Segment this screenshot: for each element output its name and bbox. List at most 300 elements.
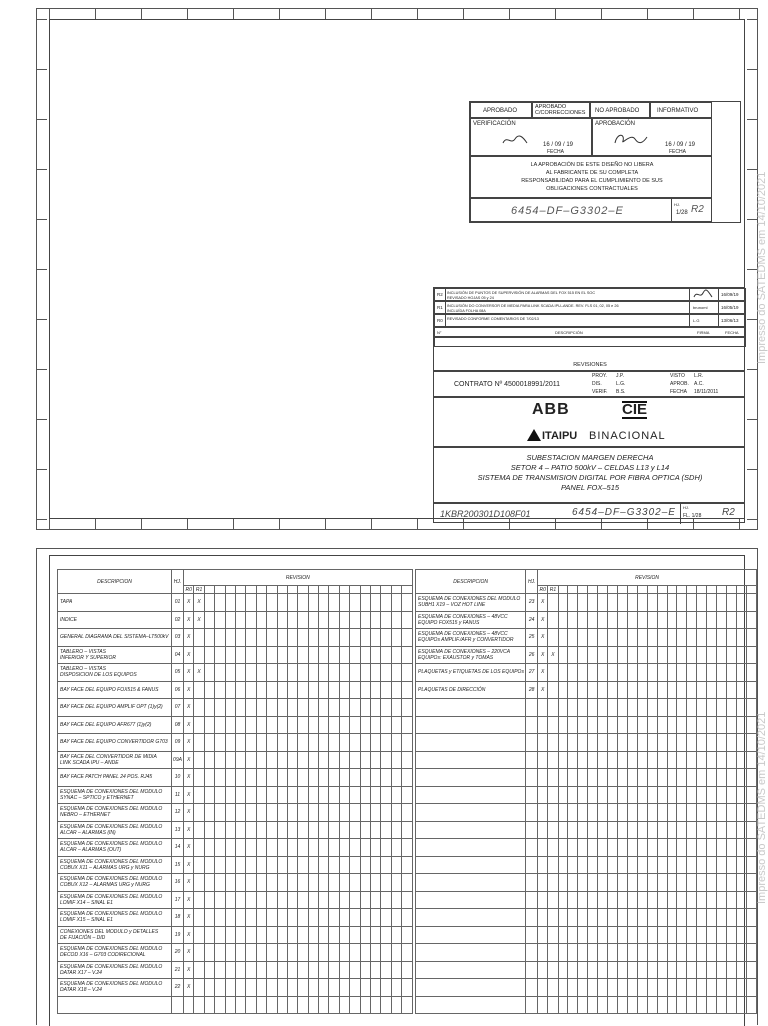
grid-cell <box>578 856 588 874</box>
index-row-desc: BAY FACE PATCH PANEL 24 POS. RJ45 <box>58 769 172 787</box>
grid-cell <box>329 944 339 962</box>
grid-cell <box>319 594 329 612</box>
grid-cell <box>308 586 318 594</box>
grid-cell <box>381 891 391 909</box>
grid-cell <box>287 996 297 1014</box>
grid-cell <box>308 646 318 664</box>
grid-cell <box>287 909 297 927</box>
grid-cell <box>350 699 360 717</box>
grid-cell <box>225 611 235 629</box>
index-row-desc: PLAQUETAS y ETIQUETAS DE LOS EQUIPOs <box>416 664 526 682</box>
grid-cell <box>287 699 297 717</box>
grid-cell <box>548 909 558 927</box>
grid-cell <box>360 874 370 892</box>
index-col-hj: HJ. <box>526 570 538 594</box>
grid-cell <box>215 664 225 682</box>
index-row-desc: ESQUEMA DE CONEXIONES DEL MODULO DATAR X18 – V.24 <box>58 979 172 997</box>
grid-cell <box>360 804 370 822</box>
grid-cell <box>726 909 736 927</box>
grid-cell <box>697 716 707 734</box>
proy-label: PROY. <box>592 373 607 379</box>
index-row <box>58 681 413 699</box>
grid-cell <box>687 874 697 892</box>
grid-cell <box>697 944 707 962</box>
grid-cell <box>618 961 628 979</box>
grid-cell <box>371 586 381 594</box>
grid-cell <box>637 716 647 734</box>
verif-label: VERIF. <box>592 389 608 395</box>
index-row-desc: BAY FACE DEL EQUIPO FOX515 & FANUS <box>58 681 172 699</box>
grid-cell <box>667 586 677 594</box>
grid-cell <box>608 786 618 804</box>
grid-cell <box>667 856 677 874</box>
grid-cell <box>657 681 667 699</box>
grid-cell <box>287 629 297 647</box>
grid-cell <box>391 646 401 664</box>
grid-cell <box>548 856 558 874</box>
grid-cell <box>726 611 736 629</box>
grid-cell <box>677 891 687 909</box>
grid-cell <box>588 629 598 647</box>
grid-cell <box>360 611 370 629</box>
grid-cell <box>588 681 598 699</box>
grid-cell <box>225 594 235 612</box>
grid-cell <box>538 996 548 1014</box>
index-row-r0: X <box>184 611 194 629</box>
index-row-desc: ESQUEMA DE CONEXIONES – 48VCC EQUIPOs AMPLIF./AFR y CONVERTIDOR <box>416 629 526 647</box>
grid-cell <box>225 681 235 699</box>
grid-cell <box>391 909 401 927</box>
grid-cell <box>235 926 245 944</box>
index-row-desc: ESQUEMA DE CONEXIONES DEL MODULO SUBH1 X19 – VOZ HOT LINE <box>416 594 526 612</box>
grid-cell <box>707 629 717 647</box>
index-row-desc: PLAQUETAS DE DIRECCIÓN <box>416 681 526 699</box>
index-row-r1 <box>194 821 204 839</box>
grid-cell <box>558 594 568 612</box>
verif-value: B.S. <box>616 389 626 395</box>
grid-cell <box>319 586 329 594</box>
grid-cell <box>667 839 677 857</box>
grid-cell <box>308 611 318 629</box>
grid-cell <box>717 891 727 909</box>
grid-cell <box>277 786 287 804</box>
index-row-r1 <box>548 594 558 612</box>
grid-cell <box>277 926 287 944</box>
grid-cell <box>215 996 225 1014</box>
grid-cell <box>298 961 308 979</box>
grid-cell <box>548 979 558 997</box>
grid-cell <box>618 716 628 734</box>
grid-cell <box>277 874 287 892</box>
approval-hj: HJ. <box>674 202 680 207</box>
grid-cell <box>339 979 349 997</box>
revision-code: R2 <box>437 292 443 297</box>
index-row-desc: BAY FACE DEL EQUIPO CONVERTIDOR G703 <box>58 734 172 752</box>
grid-cell <box>225 586 235 594</box>
grid-cell <box>339 664 349 682</box>
grid-cell <box>538 821 548 839</box>
index-row-r1 <box>194 874 204 892</box>
grid-cell <box>277 751 287 769</box>
grid-cell <box>267 786 277 804</box>
grid-cell <box>339 909 349 927</box>
grid-cell <box>647 839 657 857</box>
index-row-sheet: 18 <box>172 909 184 927</box>
grid-cell <box>588 586 598 594</box>
grid-cell <box>598 821 608 839</box>
grid-cell <box>267 874 277 892</box>
grid-cell <box>707 786 717 804</box>
index-row-sheet: 20 <box>172 944 184 962</box>
notice-line-3: RESPONSABILIDAD PARA EL CUMPLIMIENTO DE SUS <box>521 178 663 184</box>
grid-cell <box>538 979 548 997</box>
grid-cell <box>677 944 687 962</box>
grid-cell <box>677 926 687 944</box>
grid-cell <box>608 769 618 787</box>
grid-cell <box>578 751 588 769</box>
grid-cell <box>657 769 667 787</box>
grid-cell <box>381 629 391 647</box>
grid-cell <box>371 874 381 892</box>
grid-cell <box>697 629 707 647</box>
grid-cell <box>277 996 287 1014</box>
grid-cell <box>538 961 548 979</box>
grid-cell <box>588 909 598 927</box>
index-row-r0: X <box>184 646 194 664</box>
grid-cell <box>558 586 568 594</box>
grid-cell <box>687 716 697 734</box>
grid-cell <box>235 594 245 612</box>
aprobado-label: APROBADO <box>483 108 518 114</box>
grid-cell <box>677 681 687 699</box>
grid-cell <box>538 926 548 944</box>
revision-col-n: N° <box>437 330 442 335</box>
grid-cell <box>717 664 727 682</box>
grid-cell <box>277 716 287 734</box>
grid-cell <box>667 944 677 962</box>
grid-cell <box>618 629 628 647</box>
grid-cell <box>256 664 266 682</box>
grid-cell <box>736 751 746 769</box>
grid-cell <box>548 786 558 804</box>
grid-cell <box>204 594 214 612</box>
grid-cell <box>267 716 277 734</box>
grid-cell <box>350 856 360 874</box>
grid-cell <box>235 629 245 647</box>
grid-cell <box>329 961 339 979</box>
grid-cell <box>687 734 697 752</box>
grid-cell <box>360 839 370 857</box>
grid-cell <box>726 586 736 594</box>
grid-cell <box>697 926 707 944</box>
grid-cell <box>736 839 746 857</box>
grid-cell <box>267 821 277 839</box>
itaipu-logo-bold: ITAIPU <box>542 430 578 442</box>
grid-cell <box>538 716 548 734</box>
grid-cell <box>360 699 370 717</box>
grid-cell <box>578 979 588 997</box>
grid-cell <box>618 586 628 594</box>
index-row-desc <box>416 909 526 927</box>
index-row <box>58 856 413 874</box>
index-row-desc: CONEXIONES DEL MODULO y DETALLES DE FIJACIÓN – DID <box>58 926 172 944</box>
grid-cell <box>277 856 287 874</box>
grid-cell <box>329 786 339 804</box>
index-row-r1 <box>194 646 204 664</box>
grid-cell <box>339 786 349 804</box>
index-row <box>416 699 757 717</box>
grid-cell <box>225 664 235 682</box>
grid-cell <box>588 804 598 822</box>
revision-sign: brunoml <box>693 305 708 310</box>
grid-cell <box>256 751 266 769</box>
grid-cell <box>717 996 727 1014</box>
grid-cell <box>298 646 308 664</box>
grid-cell <box>204 681 214 699</box>
index-row <box>58 594 413 612</box>
grid-cell <box>287 891 297 909</box>
grid-cell <box>578 786 588 804</box>
grid-cell <box>350 909 360 927</box>
revision-date: 16/05/19 <box>721 305 739 310</box>
grid-cell <box>657 716 667 734</box>
grid-cell <box>350 839 360 857</box>
revision-desc: REVISADO CONFORME COMENTARIOS DE 7/02/13 <box>447 317 539 321</box>
grid-cell <box>736 681 746 699</box>
grid-cell <box>707 751 717 769</box>
grid-cell <box>627 594 637 612</box>
grid-cell <box>667 681 677 699</box>
grid-cell <box>608 874 618 892</box>
grid-cell <box>588 594 598 612</box>
grid-cell <box>618 611 628 629</box>
grid-cell <box>598 699 608 717</box>
grid-cell <box>578 804 588 822</box>
no-aprobado-label: NO APROBADO <box>595 108 640 114</box>
grid-cell <box>588 926 598 944</box>
grid-cell <box>308 804 318 822</box>
grid-cell <box>204 586 214 594</box>
grid-cell <box>298 629 308 647</box>
grid-cell <box>598 926 608 944</box>
grid-cell <box>308 996 318 1014</box>
index-row-desc <box>416 979 526 997</box>
left-ruler <box>37 9 47 529</box>
abb-logo: ABB <box>532 401 570 418</box>
grid-cell <box>339 681 349 699</box>
grid-cell <box>235 751 245 769</box>
grid-cell <box>677 734 687 752</box>
grid-cell <box>697 839 707 857</box>
grid-cell <box>717 646 727 664</box>
grid-cell <box>667 716 677 734</box>
grid-cell <box>267 769 277 787</box>
grid-cell <box>350 874 360 892</box>
grid-cell <box>608 926 618 944</box>
grid-cell <box>371 891 381 909</box>
grid-cell <box>215 944 225 962</box>
aprobado-corr-box <box>532 102 590 118</box>
index-row <box>58 629 413 647</box>
grid-cell <box>402 611 412 629</box>
grid-cell <box>568 856 578 874</box>
index-row-sheet: 19 <box>172 926 184 944</box>
index-row <box>58 751 413 769</box>
grid-cell <box>736 699 746 717</box>
grid-cell <box>568 979 578 997</box>
grid-cell <box>627 839 637 857</box>
index-row-sheet: 21 <box>172 961 184 979</box>
grid-cell <box>371 699 381 717</box>
index-row-r0: X <box>184 769 194 787</box>
grid-cell <box>726 664 736 682</box>
grid-cell <box>687 611 697 629</box>
grid-cell <box>608 646 618 664</box>
grid-cell <box>308 926 318 944</box>
grid-cell <box>360 646 370 664</box>
grid-cell <box>215 856 225 874</box>
grid-cell <box>618 646 628 664</box>
grid-cell <box>371 996 381 1014</box>
index-row-sheet <box>526 891 538 909</box>
grid-cell <box>558 856 568 874</box>
grid-cell <box>657 804 667 822</box>
grid-cell <box>329 586 339 594</box>
grid-cell <box>308 664 318 682</box>
grid-cell <box>246 611 256 629</box>
grid-cell <box>598 611 608 629</box>
index-row-sheet: 17 <box>172 891 184 909</box>
grid-cell <box>246 874 256 892</box>
grid-cell <box>287 664 297 682</box>
grid-cell <box>746 996 756 1014</box>
index-row-desc: ESQUEMA DE CONEXIONES – 48VCC EQUIPO FOX515 y FANUS <box>416 611 526 629</box>
grid-cell <box>667 769 677 787</box>
grid-cell <box>402 909 412 927</box>
grid-cell <box>371 804 381 822</box>
grid-cell <box>381 909 391 927</box>
grid-cell <box>402 734 412 752</box>
grid-cell <box>568 594 578 612</box>
grid-cell <box>707 769 717 787</box>
grid-cell <box>637 891 647 909</box>
dis-label: DIS. <box>592 381 602 387</box>
grid-cell <box>204 909 214 927</box>
grid-cell <box>637 611 647 629</box>
grid-cell <box>298 874 308 892</box>
grid-cell <box>627 979 637 997</box>
grid-cell <box>558 874 568 892</box>
grid-cell <box>697 594 707 612</box>
index-row <box>58 664 413 682</box>
grid-cell <box>184 996 194 1014</box>
grid-cell <box>627 664 637 682</box>
grid-cell <box>687 699 697 717</box>
grid-cell <box>350 594 360 612</box>
grid-cell <box>246 944 256 962</box>
grid-cell <box>267 996 277 1014</box>
index-row-sheet: 15 <box>172 856 184 874</box>
grid-cell <box>657 996 667 1014</box>
grid-cell <box>578 629 588 647</box>
grid-cell <box>319 996 329 1014</box>
grid-cell <box>402 629 412 647</box>
grid-cell <box>618 979 628 997</box>
grid-cell <box>339 629 349 647</box>
grid-cell <box>588 839 598 857</box>
grid-cell <box>329 909 339 927</box>
grid-cell <box>402 664 412 682</box>
grid-cell <box>627 769 637 787</box>
index-rev-r0: R0 <box>539 586 546 593</box>
grid-cell <box>371 839 381 857</box>
index-row-sheet: 09 <box>172 734 184 752</box>
grid-cell <box>647 664 657 682</box>
grid-cell <box>329 734 339 752</box>
index-rev-r1: R1 <box>549 586 557 593</box>
grid-cell <box>657 786 667 804</box>
grid-cell <box>204 611 214 629</box>
approval-rev: R2 <box>691 204 704 215</box>
grid-cell <box>637 996 647 1014</box>
grid-cell <box>588 751 598 769</box>
grid-cell <box>350 716 360 734</box>
grid-cell <box>717 874 727 892</box>
grid-cell <box>697 786 707 804</box>
grid-cell <box>246 586 256 594</box>
grid-cell <box>308 734 318 752</box>
grid-cell <box>608 891 618 909</box>
index-row-r0: X <box>184 734 194 752</box>
grid-cell <box>329 699 339 717</box>
grid-cell <box>726 821 736 839</box>
grid-cell <box>381 734 391 752</box>
grid-cell <box>225 944 235 962</box>
grid-cell <box>717 586 727 594</box>
index-row-r0: X <box>184 699 194 717</box>
index-row-r0: X <box>184 594 194 612</box>
grid-cell <box>277 961 287 979</box>
index-row-sheet: 23 <box>526 594 538 612</box>
grid-cell <box>402 594 412 612</box>
grid-cell <box>618 874 628 892</box>
grid-cell <box>707 926 717 944</box>
grid-cell <box>548 944 558 962</box>
grid-cell <box>657 594 667 612</box>
grid-cell <box>677 699 687 717</box>
grid-cell <box>697 769 707 787</box>
grid-cell <box>225 874 235 892</box>
grid-cell <box>707 856 717 874</box>
grid-cell <box>391 786 401 804</box>
grid-cell <box>746 786 756 804</box>
grid-cell <box>568 611 578 629</box>
grid-cell <box>319 856 329 874</box>
grid-cell <box>225 961 235 979</box>
grid-cell <box>381 716 391 734</box>
grid-cell <box>608 594 618 612</box>
grid-cell <box>308 594 318 612</box>
grid-cell <box>360 594 370 612</box>
grid-cell <box>538 804 548 822</box>
grid-cell <box>402 804 412 822</box>
grid-cell <box>225 926 235 944</box>
grid-cell <box>726 699 736 717</box>
grid-cell <box>578 734 588 752</box>
grid-cell <box>726 804 736 822</box>
grid-cell <box>637 856 647 874</box>
grid-cell <box>371 751 381 769</box>
